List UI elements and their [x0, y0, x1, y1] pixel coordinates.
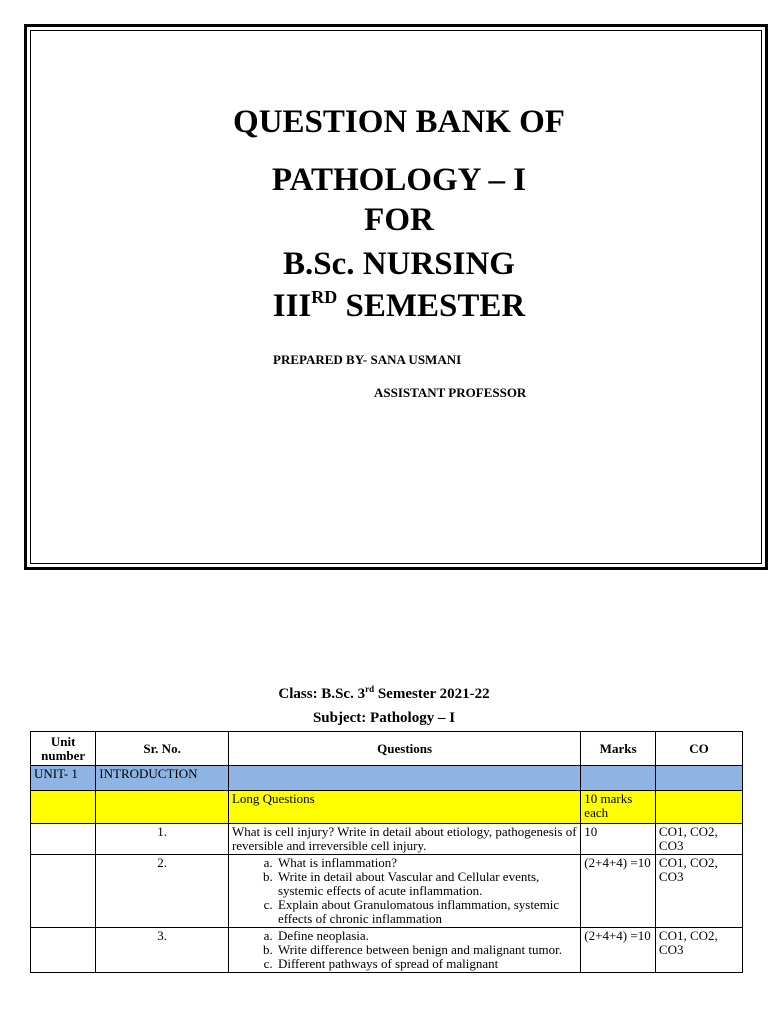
cover-title-line-5 — [27, 287, 768, 325]
question-cell — [228, 928, 580, 973]
question-cell: What is cell injury? Write in detail about etiology, pathogenesis of reversible and irreversible cell injury. — [228, 824, 580, 855]
semester-superscript: RD — [311, 287, 338, 307]
question-parts-list — [232, 929, 577, 971]
cover-frame — [24, 24, 768, 570]
cover-title-line-2: PATHOLOGY – I — [271, 162, 527, 198]
header-co: CO — [655, 732, 742, 766]
subject-heading — [0, 710, 768, 727]
table-row — [31, 855, 743, 928]
subject-value: Pathology – I — [370, 710, 456, 726]
unit-empty-cell — [581, 766, 656, 791]
question-table — [30, 731, 743, 973]
question-part: a. Define neoplasia. — [276, 929, 577, 943]
sr-no-cell: 1. — [96, 824, 229, 855]
sr-no-cell: 2. — [96, 855, 229, 928]
unit-cell — [31, 928, 96, 973]
marks-cell: 10 — [581, 824, 656, 855]
question-parts-list — [232, 856, 577, 926]
long-empty-cell — [31, 791, 96, 824]
table-row — [31, 824, 743, 855]
marks-cell: (2+4+4) =10 — [581, 855, 656, 928]
sr-no-cell: 3. — [96, 928, 229, 973]
table-row — [31, 928, 743, 973]
long-questions-label: Long Questions — [228, 791, 580, 824]
header-questions: Questions — [228, 732, 580, 766]
subject-label: Subject: — [312, 710, 371, 726]
unit-cell — [31, 855, 96, 928]
unit-label: UNIT- 1 — [31, 766, 96, 791]
prepared-by: PREPARED BY- SANA USMANI — [273, 352, 462, 367]
co-cell: CO1, CO2, CO3 — [655, 855, 742, 928]
cover-title-line-3: FOR — [364, 202, 434, 238]
unit-empty-cell — [655, 766, 742, 791]
header-marks: Marks — [581, 732, 656, 766]
marks-cell: (2+4+4) =10 — [581, 928, 656, 973]
question-part: b. Write in detail about Vascular and Cellular events, systemic effects of acute inflammation. — [276, 870, 577, 898]
class-suffix: Semester 2021-22 — [374, 686, 490, 702]
unit-empty-cell — [228, 766, 580, 791]
designation: ASSISTANT PROFESSOR — [374, 385, 527, 400]
question-part: c. Explain about Granulomatous inflammation, systemic effects of chronic inflammation — [276, 898, 577, 926]
cover-title-line-1: QUESTION BANK OF — [233, 104, 565, 140]
long-questions-row — [31, 791, 743, 824]
semester-prefix: III — [272, 288, 312, 324]
question-part: b. Write difference between benign and malignant tumor. — [276, 943, 577, 957]
long-empty-cell — [96, 791, 229, 824]
question-cell — [228, 855, 580, 928]
class-prefix: Class: B.Sc. 3 — [278, 686, 366, 702]
table-header-row — [31, 732, 743, 766]
long-empty-cell — [655, 791, 742, 824]
co-cell: CO1, CO2, CO3 — [655, 824, 742, 855]
unit-row — [31, 766, 743, 791]
unit-cell — [31, 824, 96, 855]
question-part: a. What is inflammation? — [276, 856, 577, 870]
class-heading — [0, 686, 768, 703]
header-sr-no: Sr. No. — [96, 732, 229, 766]
semester-word: SEMESTER — [337, 288, 526, 324]
unit-title: INTRODUCTION — [96, 766, 229, 791]
question-part: c. Different pathways of spread of malignant — [276, 957, 577, 971]
class-superscript: rd — [365, 684, 375, 694]
long-questions-marks: 10 marks each — [581, 791, 656, 824]
cover-title-line-4: B.Sc. NURSING — [283, 246, 515, 282]
header-unit-number: Unit number — [31, 732, 96, 766]
co-cell: CO1, CO2, CO3 — [655, 928, 742, 973]
